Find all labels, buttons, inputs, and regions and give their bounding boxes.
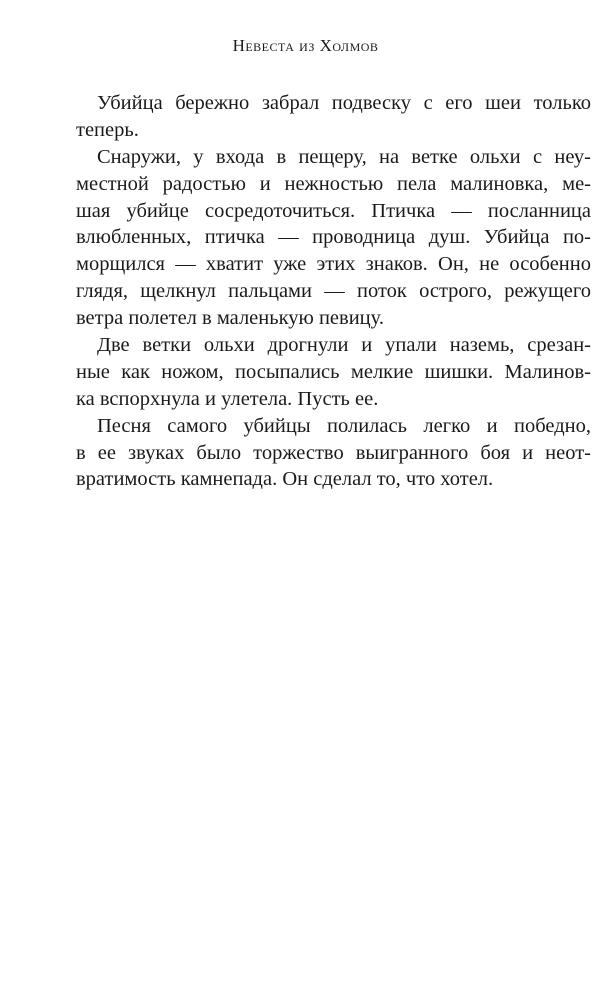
text-line: вратимость камнепада. Он сделал то, что хотел. [76,468,494,491]
text-line: морщился — хватит уже этих знаков. Он, не особенно [76,253,591,276]
text-line: Убийца бережно забрал подвеску с его шеи только [97,92,591,114]
text-line: Песня самого убийцы полилась легко и победно, [97,414,591,437]
text-line: Снаружи, у входа в пещеру, на ветке ольхи с неу- [97,145,591,168]
text-line: Две ветки ольхи дрогнули и упали наземь, срезан- [97,334,591,357]
page-body-text [76,90,591,493]
text-line: ка вспорхнула и улетела. Пусть ее. [76,387,379,410]
text-line: местной радостью и нежностью пела малиновка, ме- [76,172,591,195]
text-line: глядя, щелкнул пальцами — поток острого, режущего [76,280,591,303]
text-line: теперь. [76,118,139,141]
text-line: ные как ножом, посыпались мелкие шишки. Малинов- [76,360,591,383]
text-line: влюбленных, птичка — проводница душ. Убийца по- [76,226,591,249]
text-line: в ее звуках было торжество выигранного боя и неот- [76,441,591,464]
text-line: ветра полетел в маленькую певицу. [76,307,384,330]
running-header: Невеста из Холмов [232,36,379,55]
text-line: шая убийце сосредоточиться. Птичка — посланница [76,199,591,222]
